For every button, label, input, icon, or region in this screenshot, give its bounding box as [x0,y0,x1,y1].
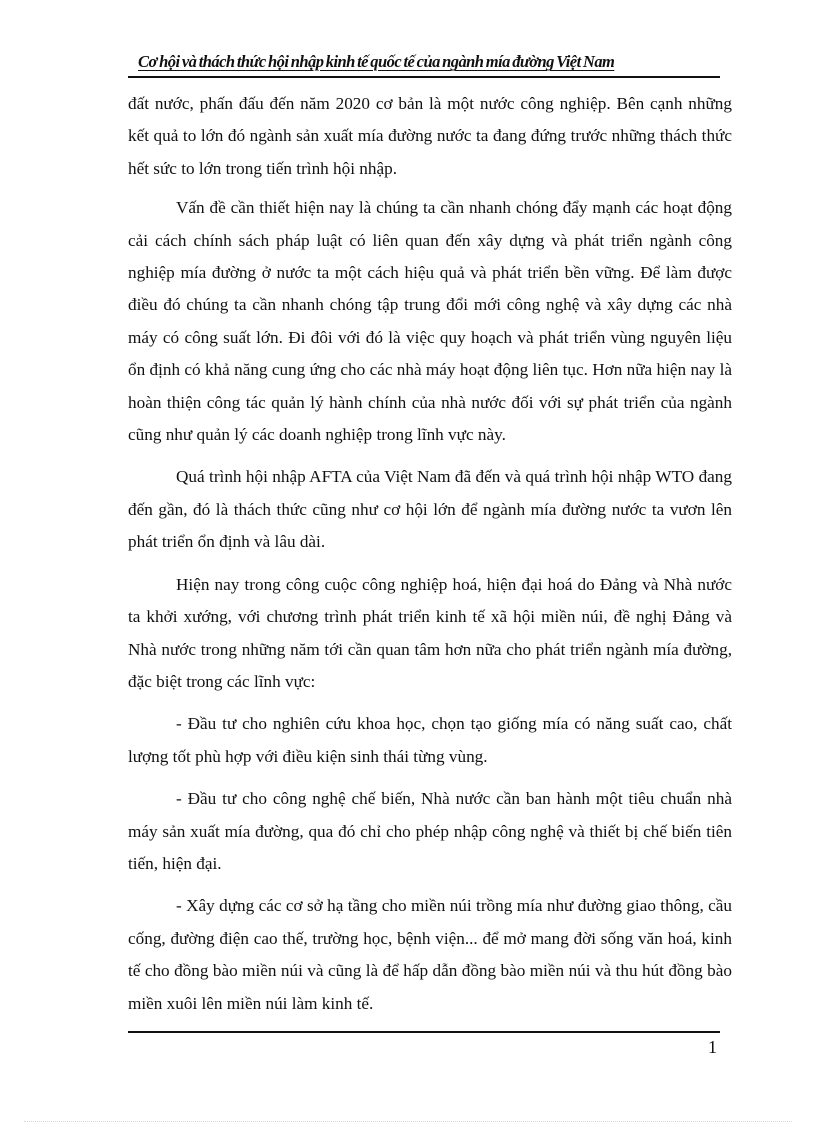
list-item-research-investment: - Đầu tư cho nghiên cứu khoa học, chọn tạo giống mía có năng suất cao, chất lượng tốt phù hợp với điều kiện sinh thái từng vùng. [128,714,732,766]
footer-rule [128,1031,720,1033]
paragraph-reform-need: Vấn đề cần thiết hiện nay là chúng ta cần nhanh chóng đẩy mạnh các hoạt động cải cách chính sách pháp luật có liên quan đến xây dựng và phát triển ngành công nghiệp mía đường ở nước ta một cách hiệu quả và phát triển bền vững. Để làm được điều đó chúng ta cần nhanh chóng tập trung đổi mới công nghệ và xây dựng các nhà máy có công suất lớn. Đi đôi với đó là việc quy hoạch và phát triển vùng nguyên liệu ổn định có khả năng cung ứng cho các nhà máy hoạt động liên tục. Hơn nữa hiện nay là hoàn thiện công tác quản lý hành chính của nhà nước đối với sự phát triển của ngành cũng như quản lý các doanh nghiệp trong lĩnh vực này. [128,198,732,445]
paragraph-continuation: đất nước, phấn đấu đến năm 2020 cơ bản là một nước công nghiệp. Bên cạnh những kết quả to lớn đó ngành sản xuất mía đường nước ta đang đứng trước những thách thức hết sức to lớn trong tiến trình hội nhập. [128,94,732,178]
list-item-infrastructure: - Xây dựng các cơ sở hạ tầng cho miền núi trồng mía như đường giao thông, cầu cống, đường điện cao thế, trường học, bệnh viện... để mở mang đời sống văn hoá, kinh tế cho đồng bào miền núi và cũng là để hấp dẫn đồng bào miền núi và thu hút đồng bào miền xuôi lên miền núi làm kinh tế. [128,896,732,1013]
page-number: 1 [708,1037,717,1057]
paragraph-industrialization-proposal: Hiện nay trong công cuộc công nghiệp hoá, hiện đại hoá do Đảng và Nhà nước ta khởi xướng, với chương trình phát triển kinh tế xã hội miền núi, đề nghị Đảng và Nhà nước trong những năm tới cần quan tâm hơn nữa cho phát triển ngành mía đường, đặc biệt trong các lĩnh vực: [128,574,732,691]
page-bottom-border [24,1121,792,1122]
list-item-processing-technology: - Đầu tư cho công nghệ chế biến, Nhà nước cần ban hành một tiêu chuẩn nhà máy sản xuất mía đường, qua đó chỉ cho phép nhập công nghệ và thiết bị chế biến tiên tiến, hiện đại. [128,789,732,873]
header-title: Cơ hội và thách thức hội nhập kinh tế quốc tế của ngành mía đường Việt Nam [138,52,615,71]
paragraph-integration-afta-wto: Quá trình hội nhập AFTA của Việt Nam đã đến và quá trình hội nhập WTO đang đến gần, đó là thách thức cũng như cơ hội lớn để ngành mía đường nước ta vươn lên phát triển ổn định và lâu dài. [128,467,732,552]
document-body [128,88,732,1020]
running-header [128,50,720,78]
